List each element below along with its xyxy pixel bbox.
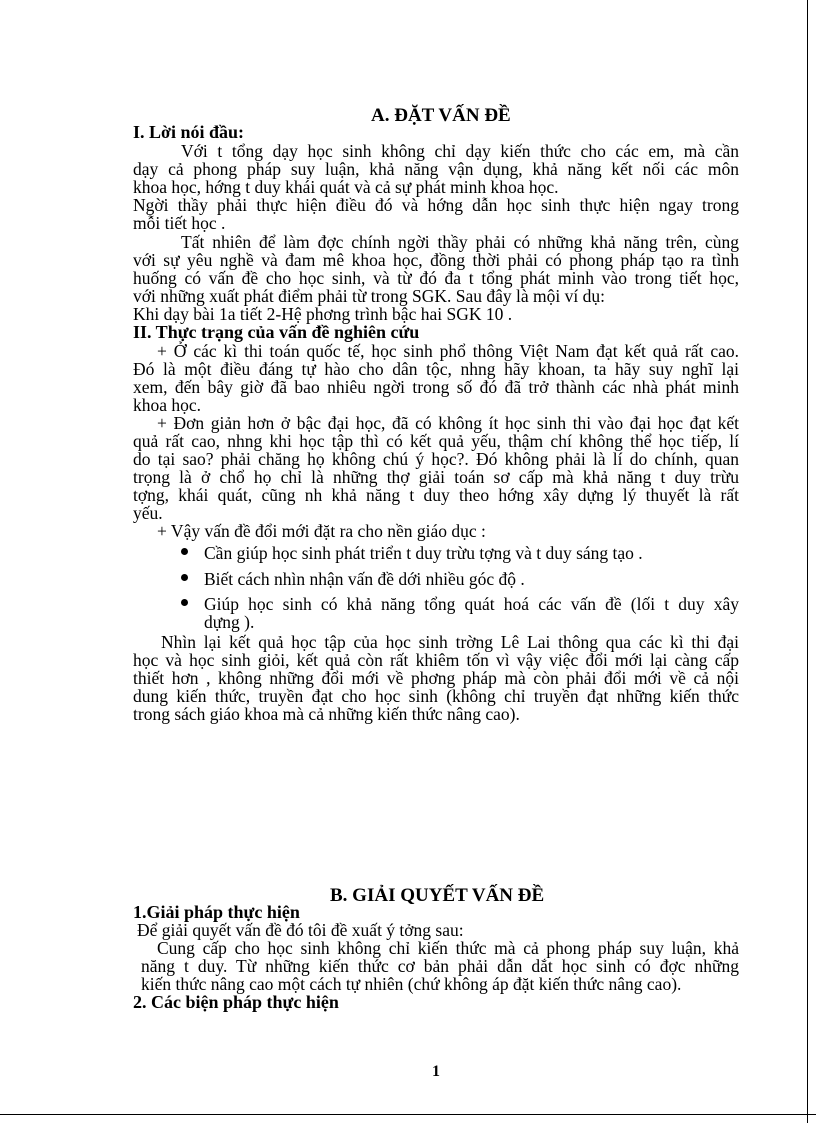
paragraph-line: tợng, khái quát, cũng nh khả năng t duy theo hớng xây dựng lý thuyết là rất xyxy=(133,485,739,505)
paragraph-line: Tất nhiên để làm đợc chính ngời thầy phải có những khả năng trên, cùng xyxy=(181,232,739,252)
b-part1-heading: 1.Giải pháp thực hiện xyxy=(133,902,300,922)
bullet-item: Cần giúp học sinh phát triển t duy trừu tợng và t duy sáng tạo . xyxy=(204,543,643,563)
paragraph-line: khoa học. xyxy=(133,395,202,415)
bullet-icon xyxy=(181,599,188,606)
paragraph-line: với sự yêu nghề và đam mê khoa học, đồng thời phải có phong pháp tạo ra tình xyxy=(133,250,739,270)
bullet-item: Biết cách nhìn nhận vấn đề dới nhiều góc độ . xyxy=(204,569,525,589)
page-border-bottom xyxy=(0,1114,816,1115)
paragraph-line: Khi dạy bài 1a tiết 2-Hệ phơng trình bậc hai SGK 10 . xyxy=(133,304,513,324)
paragraph-line: quả rất cao, nhng khi học tập thì có kết quả yếu, thậm chí không thể học tiếp, lí xyxy=(133,431,739,451)
b-part2-heading: 2. Các biện pháp thực hiện xyxy=(133,992,339,1012)
bullet-item: Giúp học sinh có khả năng tổng quát hoá các vấn đề (lối t duy xây xyxy=(204,594,739,614)
paragraph-line: học và học sinh giỏi, kết quả còn rất khiêm tốn vì vậy việc đổi mới lại càng cấp xyxy=(133,650,739,670)
paragraph-line: với những xuất phát điểm phải từ trong SGK. Sau đây là mội ví dụ: xyxy=(133,286,605,306)
paragraph-line: Để giải quyết vấn đề đó tôi đề xuất ý tởng sau: xyxy=(137,920,464,940)
paragraph-line: yếu. xyxy=(133,503,163,523)
paragraph-line: năng t duy. Từ những kiến thức cơ bản phải dẫn dắt học sinh có đợc những xyxy=(141,956,739,976)
bullet-icon xyxy=(181,574,188,581)
bullet-item: dựng ). xyxy=(204,612,255,632)
paragraph-line: dạy cả phong pháp suy luận, khả năng vận dụng, khả năng kết nối các môn xyxy=(133,159,739,179)
paragraph-line: dung kiến thức, truyền đạt cho học sinh (không chỉ truyền đạt những kiến thức xyxy=(133,686,739,706)
paragraph-line: Với t tổng dạy học sinh không chỉ dạy kiến thức cho các em, mà cần xyxy=(181,141,739,161)
paragraph-line: do tại sao? phải chăng họ không chú ý học?. Đó không phải là lí do chính, quan xyxy=(133,449,739,469)
part1-heading: I. Lời nói đầu: xyxy=(133,122,245,142)
paragraph-line: khoa học, hớng t duy khái quát và cả sự phát minh khoa học. xyxy=(133,177,559,197)
page-border-right xyxy=(807,0,808,1123)
paragraph-line: Nhìn lại kết quả học tập của học sinh trờng Lê Lai thông qua các kì thi đại xyxy=(161,632,739,652)
paragraph-line: trọng là ở chổ họ chỉ là những thợ giải toán sơ cấp mà khả năng t duy trừu xyxy=(133,467,739,487)
paragraph-line: Ngời thầy phải thực hiện điều đó và hớng dẫn học sinh thực hiện ngay trong xyxy=(133,195,739,215)
paragraph-line: trong sách giáo khoa mà cả những kiến thức nâng cao). xyxy=(133,704,520,724)
paragraph-line: kiến thức nâng cao một cách tự nhiên (chứ không áp đặt kiến thức nâng cao). xyxy=(141,974,682,994)
paragraph-line: + Ở các kì thi toán quốc tế, học sinh phổ thông Việt Nam đạt kết quả rất cao. xyxy=(157,341,739,361)
section-b-title: B. GIẢI QUYẾT VẤN ĐỀ xyxy=(330,885,545,906)
paragraph-line: thiết hơn , không những đổi mới về phơng pháp mà còn phải đổi mới về cả nội xyxy=(133,668,739,688)
paragraph-line: Đó là một điều đáng tự hào cho dân tộc, nhng hãy khoan, ta hãy suy nghĩ lại xyxy=(133,359,739,379)
paragraph-line: + Đơn giản hơn ở bậc đại học, đã có không ít học sinh thi vào đại học đạt kết xyxy=(157,413,739,433)
paragraph-line: mỗi tiết học . xyxy=(133,213,226,233)
paragraph-line: Cung cấp cho học sinh không chỉ kiến thức mà cả phong pháp suy luận, khả xyxy=(157,938,739,958)
section-a-title: A. ĐẶT VẤN ĐỀ xyxy=(371,105,511,126)
paragraph-line: huống có vấn đề cho học sinh, và từ đó đa t tổng phát minh vào trong tiết học, xyxy=(133,268,739,288)
bullet-icon xyxy=(181,548,188,555)
part2-heading: II. Thực trạng của vấn đề nghiên cứu xyxy=(133,322,420,342)
page-number: 1 xyxy=(432,1063,440,1080)
paragraph-line: xem, đến bây giờ đã bao nhiêu ngời trong số đó đã trở thành các nhà phát minh xyxy=(133,377,739,397)
paragraph-line: + Vậy vấn đề đổi mới đặt ra cho nền giáo dục : xyxy=(157,521,486,541)
